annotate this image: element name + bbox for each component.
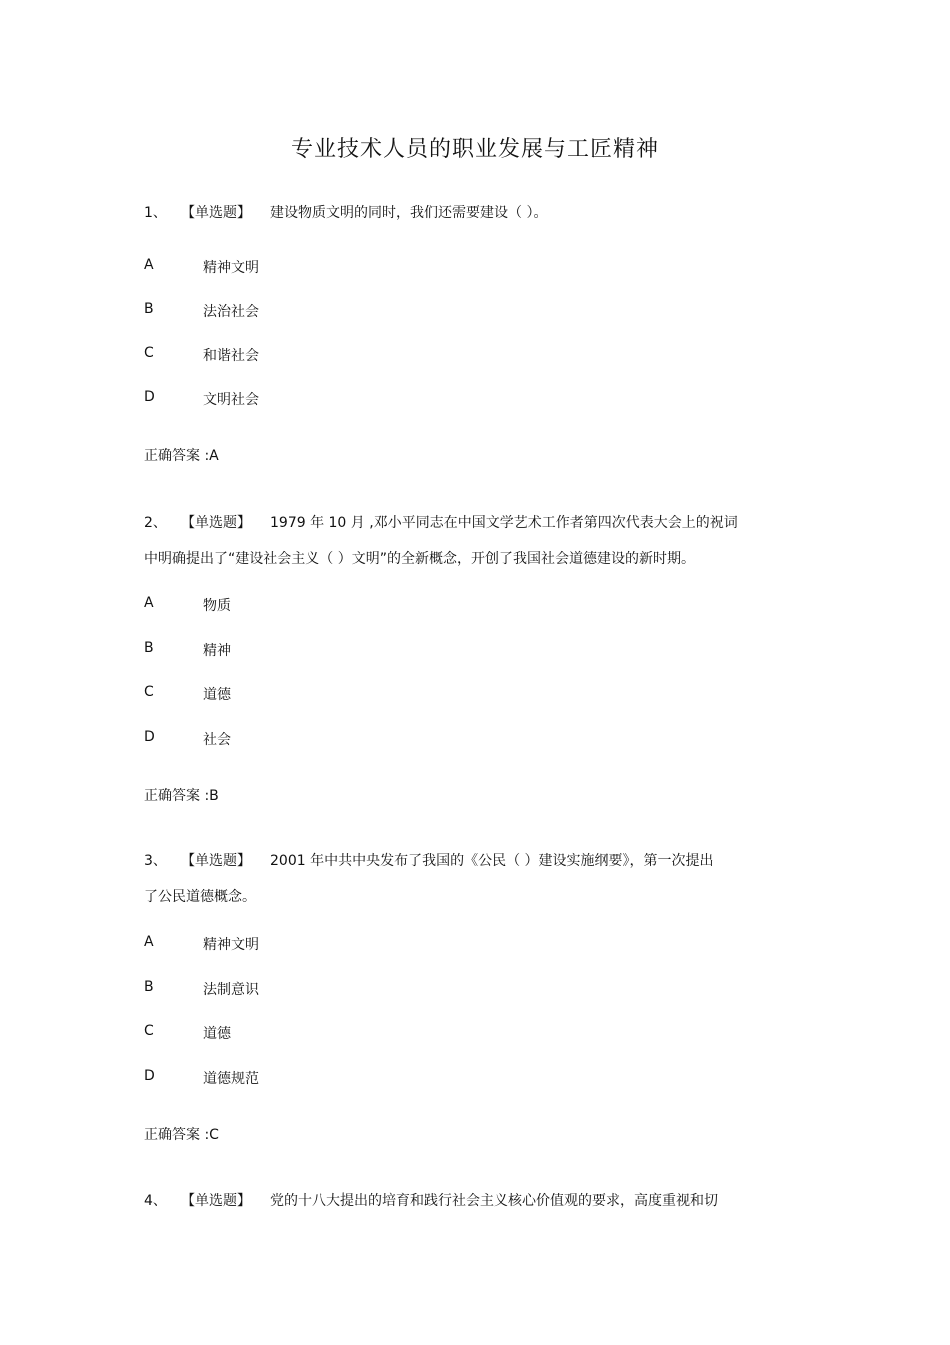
option-letter: A [144,934,154,950]
option-letter: D [144,1068,155,1084]
question-type: 【单选题】 [181,853,251,869]
question-number: 4、 [144,1193,167,1209]
question-text-continuation: 中明确提出了“建设社会主义（ ）文明”的全新概念，开创了我国社会道德建设的新时期。 [144,551,695,567]
question-number: 2、 [144,515,167,531]
option-text: 法制意识 [203,982,259,998]
option-letter: A [144,595,154,611]
option-letter: A [144,257,154,273]
option-text: 和谐社会 [203,348,259,364]
option-text: 社会 [203,732,231,748]
correct-answer: 正确答案 :B [144,788,219,804]
option-text: 精神 [203,643,231,659]
option-letter: B [144,301,154,317]
correct-answer: 正确答案 :A [144,448,219,464]
question-type: 【单选题】 [181,515,251,531]
question-type: 【单选题】 [181,205,251,221]
question-text: 2001 年中共中央发布了我国的《公民（ ）建设实施纲要》，第一次提出 [270,853,714,869]
option-letter: C [144,345,154,361]
option-text: 精神文明 [203,937,259,953]
option-text: 道德 [203,1026,231,1042]
option-letter: B [144,979,154,995]
question-text: 党的十八大提出的培育和践行社会主义核心价值观的要求，高度重视和切 [270,1193,718,1209]
question-text-continuation: 了公民道德概念。 [144,889,256,905]
option-letter: C [144,1023,154,1039]
question-text: 1979 年 10 月 ,邓小平同志在中国文学艺术工作者第四次代表大会上的祝词 [270,515,738,531]
option-text: 道德 [203,687,231,703]
document-title: 专业技术人员的职业发展与工匠精神 [290,137,659,162]
correct-answer: 正确答案 :C [144,1127,219,1143]
question-text: 建设物质文明的同时，我们还需要建设（ ）。 [270,205,548,221]
option-text: 法治社会 [203,304,259,320]
option-text: 文明社会 [203,392,259,408]
option-letter: B [144,640,154,656]
option-letter: D [144,729,155,745]
option-text: 精神文明 [203,260,259,276]
option-letter: C [144,684,154,700]
option-text: 道德规范 [203,1071,259,1087]
option-letter: D [144,389,155,405]
question-number: 3、 [144,853,167,869]
option-text: 物质 [203,598,231,614]
question-type: 【单选题】 [181,1193,251,1209]
question-number: 1、 [144,205,167,221]
